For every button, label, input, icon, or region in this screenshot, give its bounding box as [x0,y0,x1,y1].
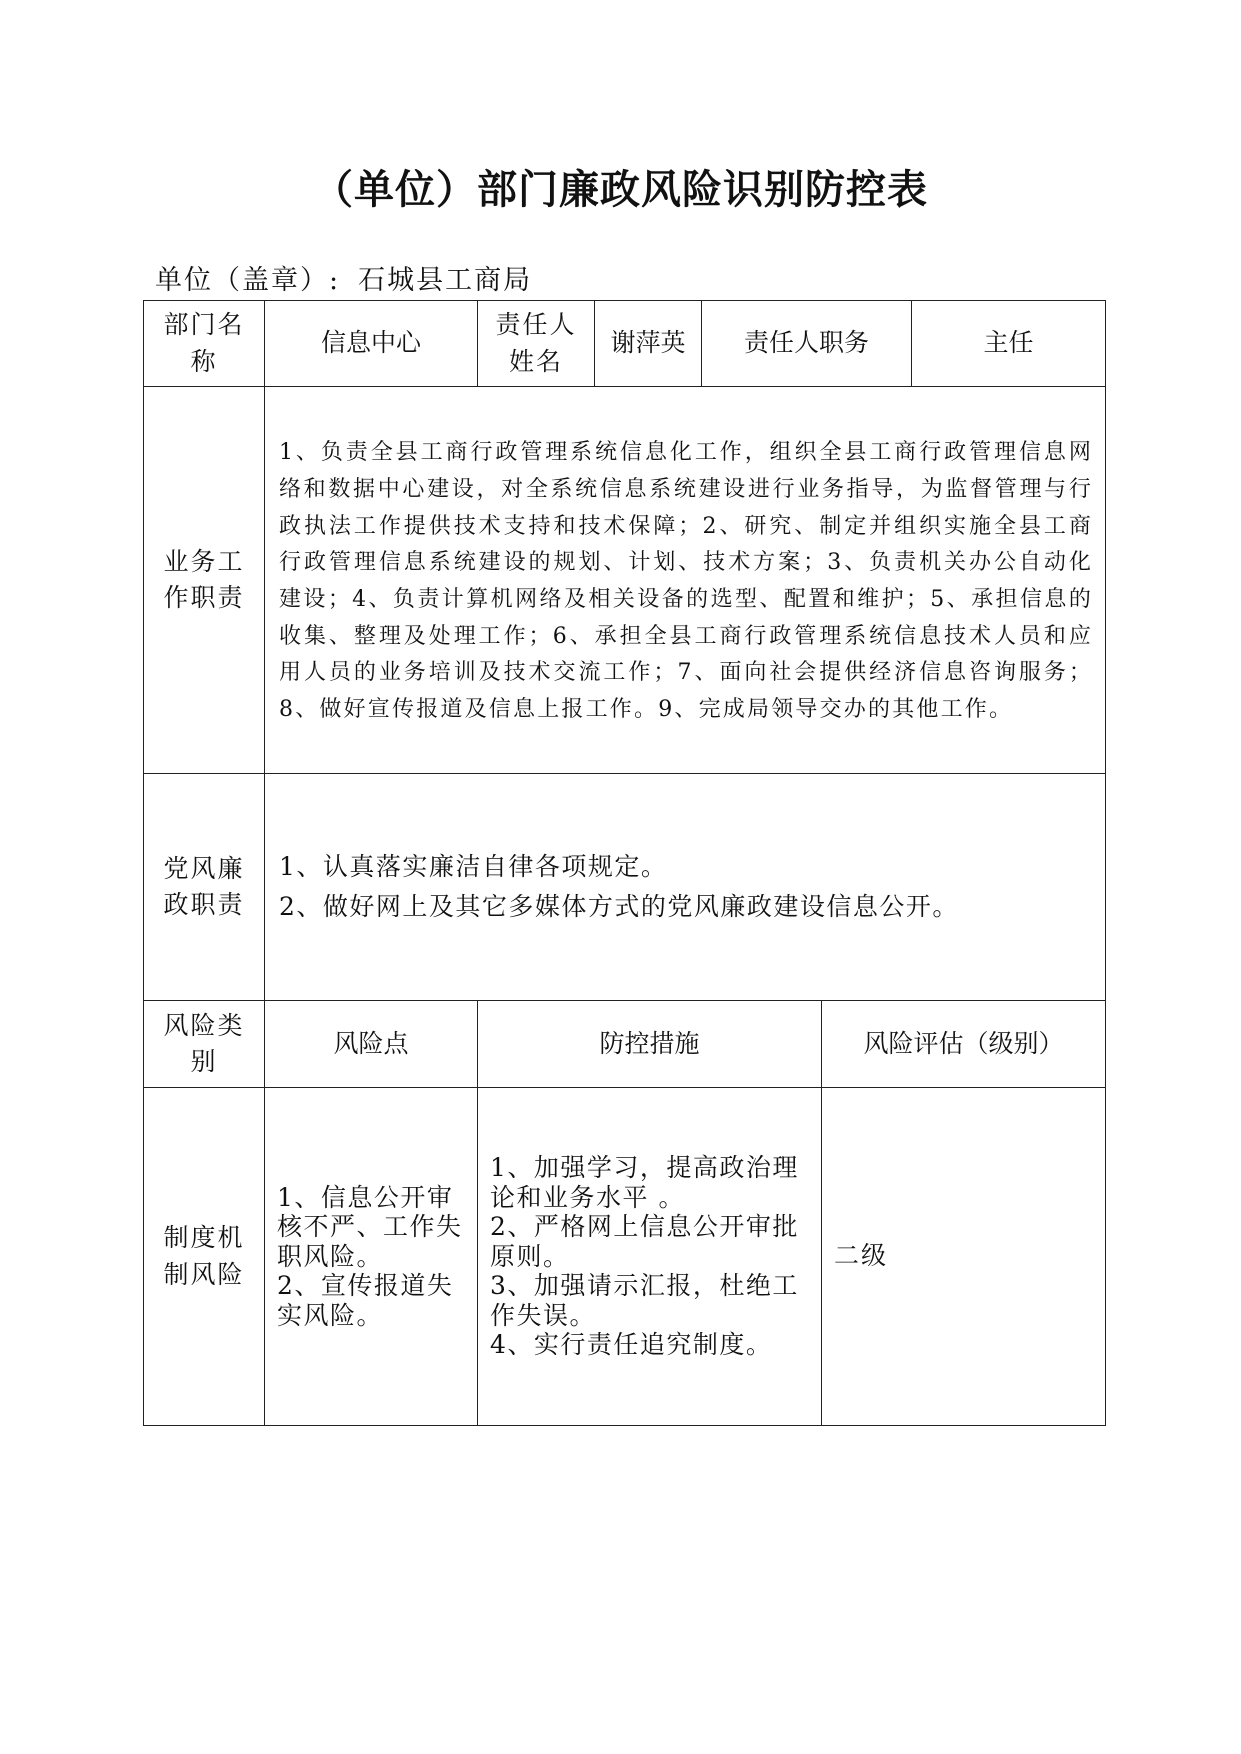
dept-value: 信息中心 [265,301,478,387]
party-item: 1、认真落实廉洁自律各项规定。 [279,851,668,881]
unit-line [155,258,532,297]
party-text [265,774,1106,1001]
risk-row [144,1088,1106,1426]
unit-label: 单位（盖章）: [155,265,341,296]
risk-point-item: 2、宣传报道失实风险。 [277,1271,454,1330]
risk-header-row [144,1001,1106,1088]
party-item: 2、做好网上及其它多媒体方式的党风廉政建设信息公开。 [279,892,959,921]
document-title: （单位）部门廉政风险识别防控表 [313,167,928,213]
party-label: 党风廉政职责 [144,774,265,1001]
risk-category: 制度机制风险 [144,1088,265,1426]
position-label: 责任人职务 [702,301,912,387]
risk-category-header: 风险类别 [144,1001,265,1088]
business-row [144,387,1106,774]
measure-item: 3、加强请示汇报，杜绝工作失误。 [490,1271,799,1330]
measure-item: 2、严格网上信息公开审批原则。 [490,1212,799,1271]
assessment-header: 风险评估（级别） [822,1001,1106,1088]
risk-points [265,1088,478,1426]
person-value: 谢萍英 [595,301,702,387]
dept-label: 部门名称 [144,301,265,387]
control-measures [478,1088,822,1426]
measure-item: 1、加强学习，提高政治理论和业务水平 。 [490,1153,799,1212]
risk-point-header: 风险点 [265,1001,478,1088]
risk-point-item: 1、信息公开审核不严、工作失职风险。 [277,1182,463,1271]
party-row [144,774,1106,1001]
position-value: 主任 [912,301,1106,387]
business-text: 1、负责全县工商行政管理系统信息化工作，组织全县工商行政管理信息网络和数据中心建设，对全系统信息系统建设进行业务指导，为监督管理与行政执法工作提供技术支持和技术保障；2、研究、制定并组织实施全县工商行政管理信息系统建设的规划、计划、技术方案；3、负责机关办公自动化建设；4、负责计算机网络及相关设备的选型、配置和维护；5、承担信息的收集、整理及处理工作；6、承担全县工商行政管理系统信息技术人员和应用人员的业务培训及技术交流工作；7、面向社会提供经济信息咨询服务；8、做好宣传报道及信息上报工作。9、完成局领导交办的其他工作。 [265,387,1106,774]
person-label: 责任人姓名 [478,301,595,387]
risk-level: 二级 [822,1088,1106,1426]
risk-control-table [143,300,1106,1426]
business-label: 业务工作职责 [144,387,265,774]
header-row [144,301,1106,387]
measures-header: 防控措施 [478,1001,822,1088]
unit-value: 石城县工商局 [358,265,533,296]
measure-item: 4、实行责任追究制度。 [490,1330,773,1360]
